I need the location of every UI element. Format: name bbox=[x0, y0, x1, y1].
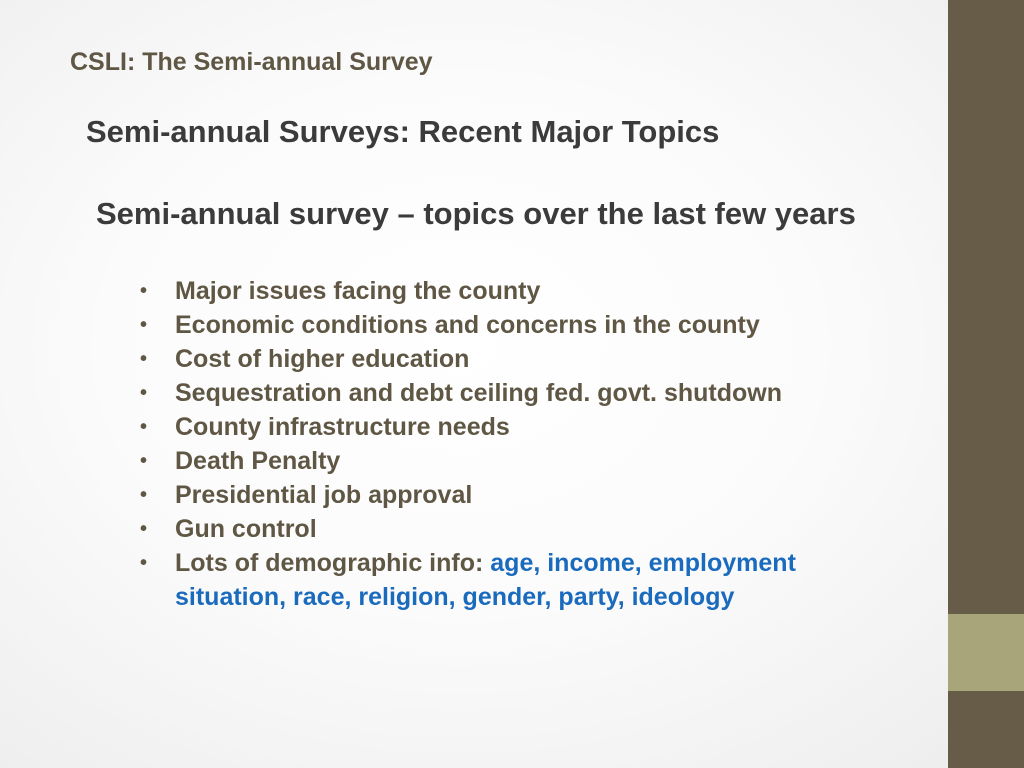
bullet-icon: • bbox=[140, 314, 148, 336]
bullet-icon: • bbox=[140, 348, 148, 370]
list-item bbox=[140, 342, 900, 376]
demographic-highlight: age, income, employment situation, race, religion, gender, party, ideology bbox=[175, 549, 796, 611]
list-item bbox=[140, 376, 900, 410]
bullet-icon: • bbox=[140, 280, 148, 302]
bullet-icon: • bbox=[140, 484, 148, 506]
bullet-icon: • bbox=[140, 450, 148, 472]
list-item-text: Economic conditions and concerns in the county bbox=[175, 311, 760, 339]
intro-text: Semi-annual survey – topics over the last few years bbox=[96, 196, 856, 231]
list-item bbox=[140, 274, 900, 308]
list-item bbox=[140, 410, 900, 444]
bullet-icon: • bbox=[140, 518, 148, 540]
list-item-text: Cost of higher education bbox=[175, 345, 470, 373]
list-item-text: Lots of demographic info: bbox=[175, 549, 491, 577]
list-item bbox=[140, 444, 900, 478]
bullet-icon: • bbox=[140, 552, 148, 574]
list-item-text: Sequestration and debt ceiling fed. govt. shutdown bbox=[175, 379, 782, 407]
list-item bbox=[140, 478, 900, 512]
bullet-icon: • bbox=[140, 416, 148, 438]
slide-header: CSLI: The Semi-annual Survey bbox=[70, 48, 433, 76]
list-item bbox=[140, 308, 900, 342]
list-item-text: Death Penalty bbox=[175, 447, 341, 475]
topic-list bbox=[140, 274, 900, 614]
list-item bbox=[140, 546, 900, 614]
list-item-text: County infrastructure needs bbox=[175, 413, 510, 441]
list-item bbox=[140, 512, 900, 546]
sidebar-accent-block bbox=[948, 614, 1024, 691]
list-item-text: Presidential job approval bbox=[175, 481, 473, 509]
list-item-text: Gun control bbox=[175, 515, 317, 543]
slide-title: Semi-annual Surveys: Recent Major Topics bbox=[86, 114, 720, 149]
bullet-icon: • bbox=[140, 382, 148, 404]
list-item-text: Major issues facing the county bbox=[175, 277, 541, 305]
